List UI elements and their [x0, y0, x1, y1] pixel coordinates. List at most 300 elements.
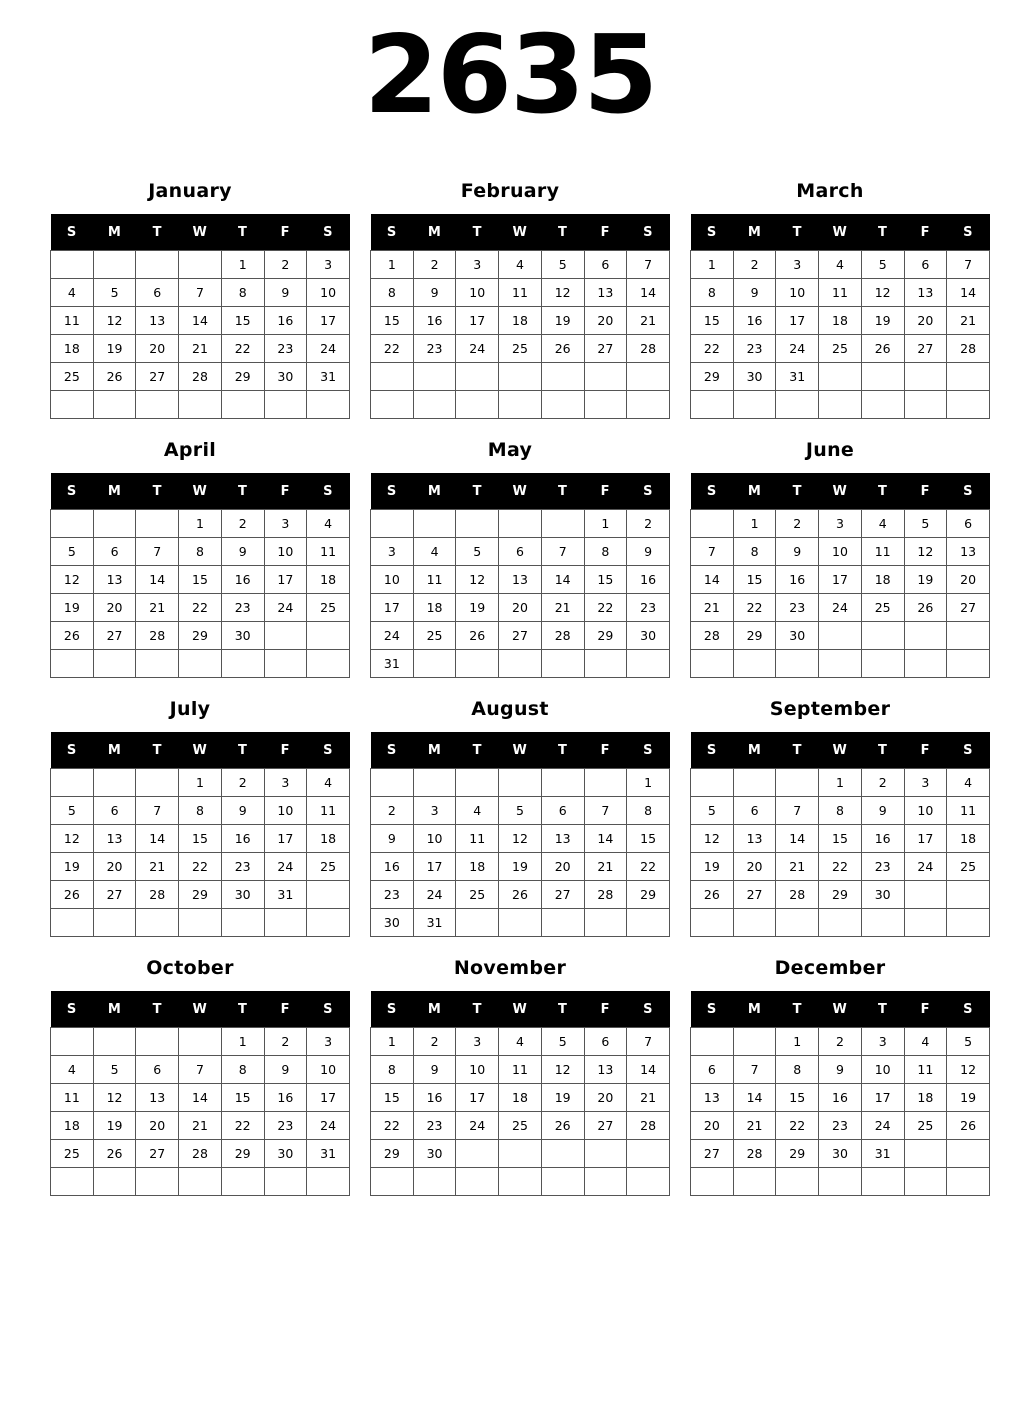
day-cell[interactable]: 17: [456, 307, 499, 335]
day-cell[interactable]: 6: [584, 1028, 627, 1056]
day-cell[interactable]: 25: [456, 881, 499, 909]
day-cell[interactable]: 13: [584, 279, 627, 307]
day-cell[interactable]: 15: [221, 307, 264, 335]
day-cell[interactable]: 23: [627, 594, 670, 622]
day-cell[interactable]: 18: [307, 566, 350, 594]
day-cell[interactable]: 9: [413, 1056, 456, 1084]
day-cell[interactable]: 12: [51, 566, 94, 594]
day-cell[interactable]: 18: [861, 566, 904, 594]
day-cell[interactable]: 28: [136, 881, 179, 909]
day-cell[interactable]: 28: [947, 335, 990, 363]
day-cell[interactable]: 22: [733, 594, 776, 622]
day-cell[interactable]: 21: [136, 594, 179, 622]
day-cell[interactable]: 1: [221, 1028, 264, 1056]
day-cell[interactable]: 31: [861, 1140, 904, 1168]
day-cell[interactable]: 24: [307, 1112, 350, 1140]
day-cell[interactable]: 31: [307, 363, 350, 391]
day-cell[interactable]: 27: [691, 1140, 734, 1168]
day-cell[interactable]: 20: [904, 307, 947, 335]
day-cell[interactable]: 15: [371, 1084, 414, 1112]
day-cell[interactable]: 26: [456, 622, 499, 650]
day-cell[interactable]: 24: [264, 853, 307, 881]
day-cell[interactable]: 4: [413, 538, 456, 566]
day-cell[interactable]: 2: [413, 1028, 456, 1056]
day-cell[interactable]: 11: [819, 279, 862, 307]
day-cell[interactable]: 4: [947, 769, 990, 797]
day-cell[interactable]: 10: [371, 566, 414, 594]
day-cell[interactable]: 12: [541, 1056, 584, 1084]
day-cell[interactable]: 25: [413, 622, 456, 650]
day-cell[interactable]: 17: [264, 825, 307, 853]
day-cell[interactable]: 11: [307, 797, 350, 825]
day-cell[interactable]: 5: [947, 1028, 990, 1056]
day-cell[interactable]: 30: [413, 1140, 456, 1168]
day-cell[interactable]: 1: [179, 510, 222, 538]
day-cell[interactable]: 15: [584, 566, 627, 594]
day-cell[interactable]: 25: [499, 1112, 542, 1140]
day-cell[interactable]: 23: [413, 1112, 456, 1140]
day-cell[interactable]: 30: [776, 622, 819, 650]
day-cell[interactable]: 29: [776, 1140, 819, 1168]
day-cell[interactable]: 30: [221, 622, 264, 650]
day-cell[interactable]: 16: [819, 1084, 862, 1112]
day-cell[interactable]: 11: [413, 566, 456, 594]
day-cell[interactable]: 17: [861, 1084, 904, 1112]
day-cell[interactable]: 8: [819, 797, 862, 825]
day-cell[interactable]: 24: [413, 881, 456, 909]
day-cell[interactable]: 31: [264, 881, 307, 909]
day-cell[interactable]: 1: [627, 769, 670, 797]
day-cell[interactable]: 21: [733, 1112, 776, 1140]
day-cell[interactable]: 11: [499, 279, 542, 307]
day-cell[interactable]: 4: [904, 1028, 947, 1056]
day-cell[interactable]: 11: [947, 797, 990, 825]
day-cell[interactable]: 14: [541, 566, 584, 594]
day-cell[interactable]: 20: [947, 566, 990, 594]
day-cell[interactable]: 28: [179, 363, 222, 391]
day-cell[interactable]: 16: [627, 566, 670, 594]
day-cell[interactable]: 10: [413, 825, 456, 853]
day-cell[interactable]: 21: [136, 853, 179, 881]
day-cell[interactable]: 24: [776, 335, 819, 363]
day-cell[interactable]: 1: [371, 251, 414, 279]
day-cell[interactable]: 29: [371, 1140, 414, 1168]
day-cell[interactable]: 29: [221, 363, 264, 391]
day-cell[interactable]: 17: [413, 853, 456, 881]
day-cell[interactable]: 15: [221, 1084, 264, 1112]
day-cell[interactable]: 21: [627, 1084, 670, 1112]
day-cell[interactable]: 9: [264, 279, 307, 307]
day-cell[interactable]: 27: [541, 881, 584, 909]
day-cell[interactable]: 30: [371, 909, 414, 937]
day-cell[interactable]: 9: [264, 1056, 307, 1084]
day-cell[interactable]: 10: [776, 279, 819, 307]
day-cell[interactable]: 12: [947, 1056, 990, 1084]
day-cell[interactable]: 3: [413, 797, 456, 825]
day-cell[interactable]: 26: [904, 594, 947, 622]
day-cell[interactable]: 25: [904, 1112, 947, 1140]
day-cell[interactable]: 3: [456, 251, 499, 279]
day-cell[interactable]: 28: [691, 622, 734, 650]
day-cell[interactable]: 8: [584, 538, 627, 566]
day-cell[interactable]: 18: [307, 825, 350, 853]
day-cell[interactable]: 22: [691, 335, 734, 363]
day-cell[interactable]: 26: [947, 1112, 990, 1140]
day-cell[interactable]: 14: [136, 825, 179, 853]
day-cell[interactable]: 18: [819, 307, 862, 335]
day-cell[interactable]: 23: [264, 1112, 307, 1140]
day-cell[interactable]: 10: [904, 797, 947, 825]
day-cell[interactable]: 30: [627, 622, 670, 650]
day-cell[interactable]: 22: [221, 335, 264, 363]
day-cell[interactable]: 20: [733, 853, 776, 881]
day-cell[interactable]: 28: [541, 622, 584, 650]
day-cell[interactable]: 7: [691, 538, 734, 566]
day-cell[interactable]: 3: [904, 769, 947, 797]
day-cell[interactable]: 3: [371, 538, 414, 566]
day-cell[interactable]: 16: [221, 566, 264, 594]
day-cell[interactable]: 27: [499, 622, 542, 650]
day-cell[interactable]: 30: [221, 881, 264, 909]
day-cell[interactable]: 25: [499, 335, 542, 363]
day-cell[interactable]: 9: [733, 279, 776, 307]
day-cell[interactable]: 9: [413, 279, 456, 307]
day-cell[interactable]: 5: [499, 797, 542, 825]
day-cell[interactable]: 1: [179, 769, 222, 797]
day-cell[interactable]: 26: [51, 622, 94, 650]
day-cell[interactable]: 5: [904, 510, 947, 538]
day-cell[interactable]: 20: [541, 853, 584, 881]
day-cell[interactable]: 22: [819, 853, 862, 881]
day-cell[interactable]: 22: [776, 1112, 819, 1140]
day-cell[interactable]: 19: [93, 1112, 136, 1140]
day-cell[interactable]: 8: [371, 1056, 414, 1084]
day-cell[interactable]: 12: [456, 566, 499, 594]
day-cell[interactable]: 3: [307, 251, 350, 279]
day-cell[interactable]: 17: [776, 307, 819, 335]
day-cell[interactable]: 2: [733, 251, 776, 279]
day-cell[interactable]: 4: [307, 769, 350, 797]
day-cell[interactable]: 1: [776, 1028, 819, 1056]
day-cell[interactable]: 7: [136, 797, 179, 825]
day-cell[interactable]: 19: [861, 307, 904, 335]
day-cell[interactable]: 11: [456, 825, 499, 853]
day-cell[interactable]: 5: [541, 1028, 584, 1056]
day-cell[interactable]: 26: [861, 335, 904, 363]
day-cell[interactable]: 21: [541, 594, 584, 622]
day-cell[interactable]: 5: [93, 279, 136, 307]
day-cell[interactable]: 22: [221, 1112, 264, 1140]
day-cell[interactable]: 13: [136, 1084, 179, 1112]
day-cell[interactable]: 29: [819, 881, 862, 909]
day-cell[interactable]: 17: [819, 566, 862, 594]
day-cell[interactable]: 23: [221, 594, 264, 622]
day-cell[interactable]: 23: [776, 594, 819, 622]
day-cell[interactable]: 27: [947, 594, 990, 622]
day-cell[interactable]: 24: [861, 1112, 904, 1140]
day-cell[interactable]: 25: [307, 594, 350, 622]
day-cell[interactable]: 26: [541, 1112, 584, 1140]
day-cell[interactable]: 19: [541, 307, 584, 335]
day-cell[interactable]: 3: [264, 510, 307, 538]
day-cell[interactable]: 5: [456, 538, 499, 566]
day-cell[interactable]: 11: [51, 307, 94, 335]
day-cell[interactable]: 28: [776, 881, 819, 909]
day-cell[interactable]: 24: [264, 594, 307, 622]
day-cell[interactable]: 17: [371, 594, 414, 622]
day-cell[interactable]: 21: [627, 307, 670, 335]
day-cell[interactable]: 5: [51, 797, 94, 825]
day-cell[interactable]: 25: [861, 594, 904, 622]
day-cell[interactable]: 6: [947, 510, 990, 538]
day-cell[interactable]: 9: [819, 1056, 862, 1084]
day-cell[interactable]: 9: [627, 538, 670, 566]
day-cell[interactable]: 26: [51, 881, 94, 909]
day-cell[interactable]: 26: [541, 335, 584, 363]
day-cell[interactable]: 22: [371, 335, 414, 363]
day-cell[interactable]: 13: [584, 1056, 627, 1084]
day-cell[interactable]: 17: [307, 307, 350, 335]
day-cell[interactable]: 14: [627, 1056, 670, 1084]
day-cell[interactable]: 2: [221, 769, 264, 797]
day-cell[interactable]: 27: [733, 881, 776, 909]
day-cell[interactable]: 28: [627, 335, 670, 363]
day-cell[interactable]: 18: [51, 335, 94, 363]
day-cell[interactable]: 5: [541, 251, 584, 279]
day-cell[interactable]: 11: [861, 538, 904, 566]
day-cell[interactable]: 9: [861, 797, 904, 825]
day-cell[interactable]: 29: [627, 881, 670, 909]
day-cell[interactable]: 14: [947, 279, 990, 307]
day-cell[interactable]: 3: [264, 769, 307, 797]
day-cell[interactable]: 15: [691, 307, 734, 335]
day-cell[interactable]: 18: [456, 853, 499, 881]
day-cell[interactable]: 20: [136, 335, 179, 363]
day-cell[interactable]: 31: [776, 363, 819, 391]
day-cell[interactable]: 8: [627, 797, 670, 825]
day-cell[interactable]: 12: [541, 279, 584, 307]
day-cell[interactable]: 30: [819, 1140, 862, 1168]
day-cell[interactable]: 6: [136, 1056, 179, 1084]
day-cell[interactable]: 6: [733, 797, 776, 825]
day-cell[interactable]: 27: [136, 363, 179, 391]
day-cell[interactable]: 21: [691, 594, 734, 622]
day-cell[interactable]: 13: [93, 566, 136, 594]
day-cell[interactable]: 26: [499, 881, 542, 909]
day-cell[interactable]: 19: [499, 853, 542, 881]
day-cell[interactable]: 1: [733, 510, 776, 538]
day-cell[interactable]: 11: [904, 1056, 947, 1084]
day-cell[interactable]: 18: [51, 1112, 94, 1140]
day-cell[interactable]: 8: [179, 797, 222, 825]
day-cell[interactable]: 25: [51, 1140, 94, 1168]
day-cell[interactable]: 19: [904, 566, 947, 594]
day-cell[interactable]: 31: [371, 650, 414, 678]
day-cell[interactable]: 31: [413, 909, 456, 937]
day-cell[interactable]: 1: [819, 769, 862, 797]
day-cell[interactable]: 12: [861, 279, 904, 307]
day-cell[interactable]: 6: [93, 797, 136, 825]
day-cell[interactable]: 19: [51, 853, 94, 881]
day-cell[interactable]: 26: [93, 1140, 136, 1168]
day-cell[interactable]: 30: [264, 1140, 307, 1168]
day-cell[interactable]: 23: [413, 335, 456, 363]
day-cell[interactable]: 2: [221, 510, 264, 538]
day-cell[interactable]: 27: [93, 881, 136, 909]
day-cell[interactable]: 16: [776, 566, 819, 594]
day-cell[interactable]: 20: [691, 1112, 734, 1140]
day-cell[interactable]: 28: [136, 622, 179, 650]
day-cell[interactable]: 8: [221, 279, 264, 307]
day-cell[interactable]: 2: [819, 1028, 862, 1056]
day-cell[interactable]: 9: [371, 825, 414, 853]
day-cell[interactable]: 19: [691, 853, 734, 881]
day-cell[interactable]: 19: [93, 335, 136, 363]
day-cell[interactable]: 8: [776, 1056, 819, 1084]
day-cell[interactable]: 14: [179, 307, 222, 335]
day-cell[interactable]: 3: [776, 251, 819, 279]
day-cell[interactable]: 13: [733, 825, 776, 853]
day-cell[interactable]: 23: [371, 881, 414, 909]
day-cell[interactable]: 13: [904, 279, 947, 307]
day-cell[interactable]: 21: [179, 1112, 222, 1140]
day-cell[interactable]: 2: [264, 1028, 307, 1056]
day-cell[interactable]: 8: [179, 538, 222, 566]
day-cell[interactable]: 29: [179, 622, 222, 650]
day-cell[interactable]: 17: [307, 1084, 350, 1112]
day-cell[interactable]: 16: [733, 307, 776, 335]
day-cell[interactable]: 10: [264, 797, 307, 825]
day-cell[interactable]: 16: [413, 307, 456, 335]
day-cell[interactable]: 28: [584, 881, 627, 909]
day-cell[interactable]: 24: [904, 853, 947, 881]
day-cell[interactable]: 12: [51, 825, 94, 853]
day-cell[interactable]: 18: [413, 594, 456, 622]
day-cell[interactable]: 1: [691, 251, 734, 279]
day-cell[interactable]: 14: [179, 1084, 222, 1112]
day-cell[interactable]: 20: [136, 1112, 179, 1140]
day-cell[interactable]: 20: [93, 853, 136, 881]
day-cell[interactable]: 8: [221, 1056, 264, 1084]
day-cell[interactable]: 20: [584, 307, 627, 335]
day-cell[interactable]: 6: [136, 279, 179, 307]
day-cell[interactable]: 6: [499, 538, 542, 566]
day-cell[interactable]: 4: [499, 1028, 542, 1056]
day-cell[interactable]: 19: [456, 594, 499, 622]
day-cell[interactable]: 6: [691, 1056, 734, 1084]
day-cell[interactable]: 23: [221, 853, 264, 881]
day-cell[interactable]: 12: [93, 307, 136, 335]
day-cell[interactable]: 6: [541, 797, 584, 825]
day-cell[interactable]: 9: [221, 538, 264, 566]
day-cell[interactable]: 4: [861, 510, 904, 538]
day-cell[interactable]: 29: [221, 1140, 264, 1168]
day-cell[interactable]: 28: [733, 1140, 776, 1168]
day-cell[interactable]: 4: [819, 251, 862, 279]
day-cell[interactable]: 3: [861, 1028, 904, 1056]
day-cell[interactable]: 17: [456, 1084, 499, 1112]
day-cell[interactable]: 9: [221, 797, 264, 825]
day-cell[interactable]: 17: [904, 825, 947, 853]
day-cell[interactable]: 23: [733, 335, 776, 363]
day-cell[interactable]: 2: [776, 510, 819, 538]
day-cell[interactable]: 1: [221, 251, 264, 279]
day-cell[interactable]: 21: [776, 853, 819, 881]
day-cell[interactable]: 5: [861, 251, 904, 279]
day-cell[interactable]: 10: [861, 1056, 904, 1084]
day-cell[interactable]: 25: [307, 853, 350, 881]
day-cell[interactable]: 2: [413, 251, 456, 279]
day-cell[interactable]: 12: [93, 1084, 136, 1112]
day-cell[interactable]: 12: [499, 825, 542, 853]
day-cell[interactable]: 10: [307, 1056, 350, 1084]
day-cell[interactable]: 23: [264, 335, 307, 363]
day-cell[interactable]: 15: [733, 566, 776, 594]
day-cell[interactable]: 8: [733, 538, 776, 566]
day-cell[interactable]: 19: [51, 594, 94, 622]
day-cell[interactable]: 5: [93, 1056, 136, 1084]
day-cell[interactable]: 16: [861, 825, 904, 853]
day-cell[interactable]: 20: [93, 594, 136, 622]
day-cell[interactable]: 22: [179, 853, 222, 881]
day-cell[interactable]: 6: [904, 251, 947, 279]
day-cell[interactable]: 24: [456, 335, 499, 363]
day-cell[interactable]: 9: [776, 538, 819, 566]
day-cell[interactable]: 30: [861, 881, 904, 909]
day-cell[interactable]: 27: [584, 1112, 627, 1140]
day-cell[interactable]: 24: [456, 1112, 499, 1140]
day-cell[interactable]: 7: [179, 279, 222, 307]
day-cell[interactable]: 14: [691, 566, 734, 594]
day-cell[interactable]: 24: [371, 622, 414, 650]
day-cell[interactable]: 26: [691, 881, 734, 909]
day-cell[interactable]: 12: [904, 538, 947, 566]
day-cell[interactable]: 27: [904, 335, 947, 363]
day-cell[interactable]: 3: [456, 1028, 499, 1056]
day-cell[interactable]: 28: [627, 1112, 670, 1140]
day-cell[interactable]: 2: [861, 769, 904, 797]
day-cell[interactable]: 15: [627, 825, 670, 853]
day-cell[interactable]: 23: [861, 853, 904, 881]
day-cell[interactable]: 20: [499, 594, 542, 622]
day-cell[interactable]: 18: [499, 1084, 542, 1112]
day-cell[interactable]: 4: [307, 510, 350, 538]
day-cell[interactable]: 7: [627, 251, 670, 279]
day-cell[interactable]: 27: [136, 1140, 179, 1168]
day-cell[interactable]: 15: [776, 1084, 819, 1112]
day-cell[interactable]: 14: [776, 825, 819, 853]
day-cell[interactable]: 10: [456, 1056, 499, 1084]
day-cell[interactable]: 7: [541, 538, 584, 566]
day-cell[interactable]: 16: [413, 1084, 456, 1112]
day-cell[interactable]: 1: [371, 1028, 414, 1056]
day-cell[interactable]: 21: [584, 853, 627, 881]
day-cell[interactable]: 6: [93, 538, 136, 566]
day-cell[interactable]: 24: [307, 335, 350, 363]
day-cell[interactable]: 2: [264, 251, 307, 279]
day-cell[interactable]: 10: [456, 279, 499, 307]
day-cell[interactable]: 25: [51, 363, 94, 391]
day-cell[interactable]: 1: [584, 510, 627, 538]
day-cell[interactable]: 7: [584, 797, 627, 825]
day-cell[interactable]: 22: [179, 594, 222, 622]
day-cell[interactable]: 27: [584, 335, 627, 363]
day-cell[interactable]: 26: [93, 363, 136, 391]
day-cell[interactable]: 4: [51, 279, 94, 307]
day-cell[interactable]: 11: [499, 1056, 542, 1084]
day-cell[interactable]: 31: [307, 1140, 350, 1168]
day-cell[interactable]: 8: [371, 279, 414, 307]
